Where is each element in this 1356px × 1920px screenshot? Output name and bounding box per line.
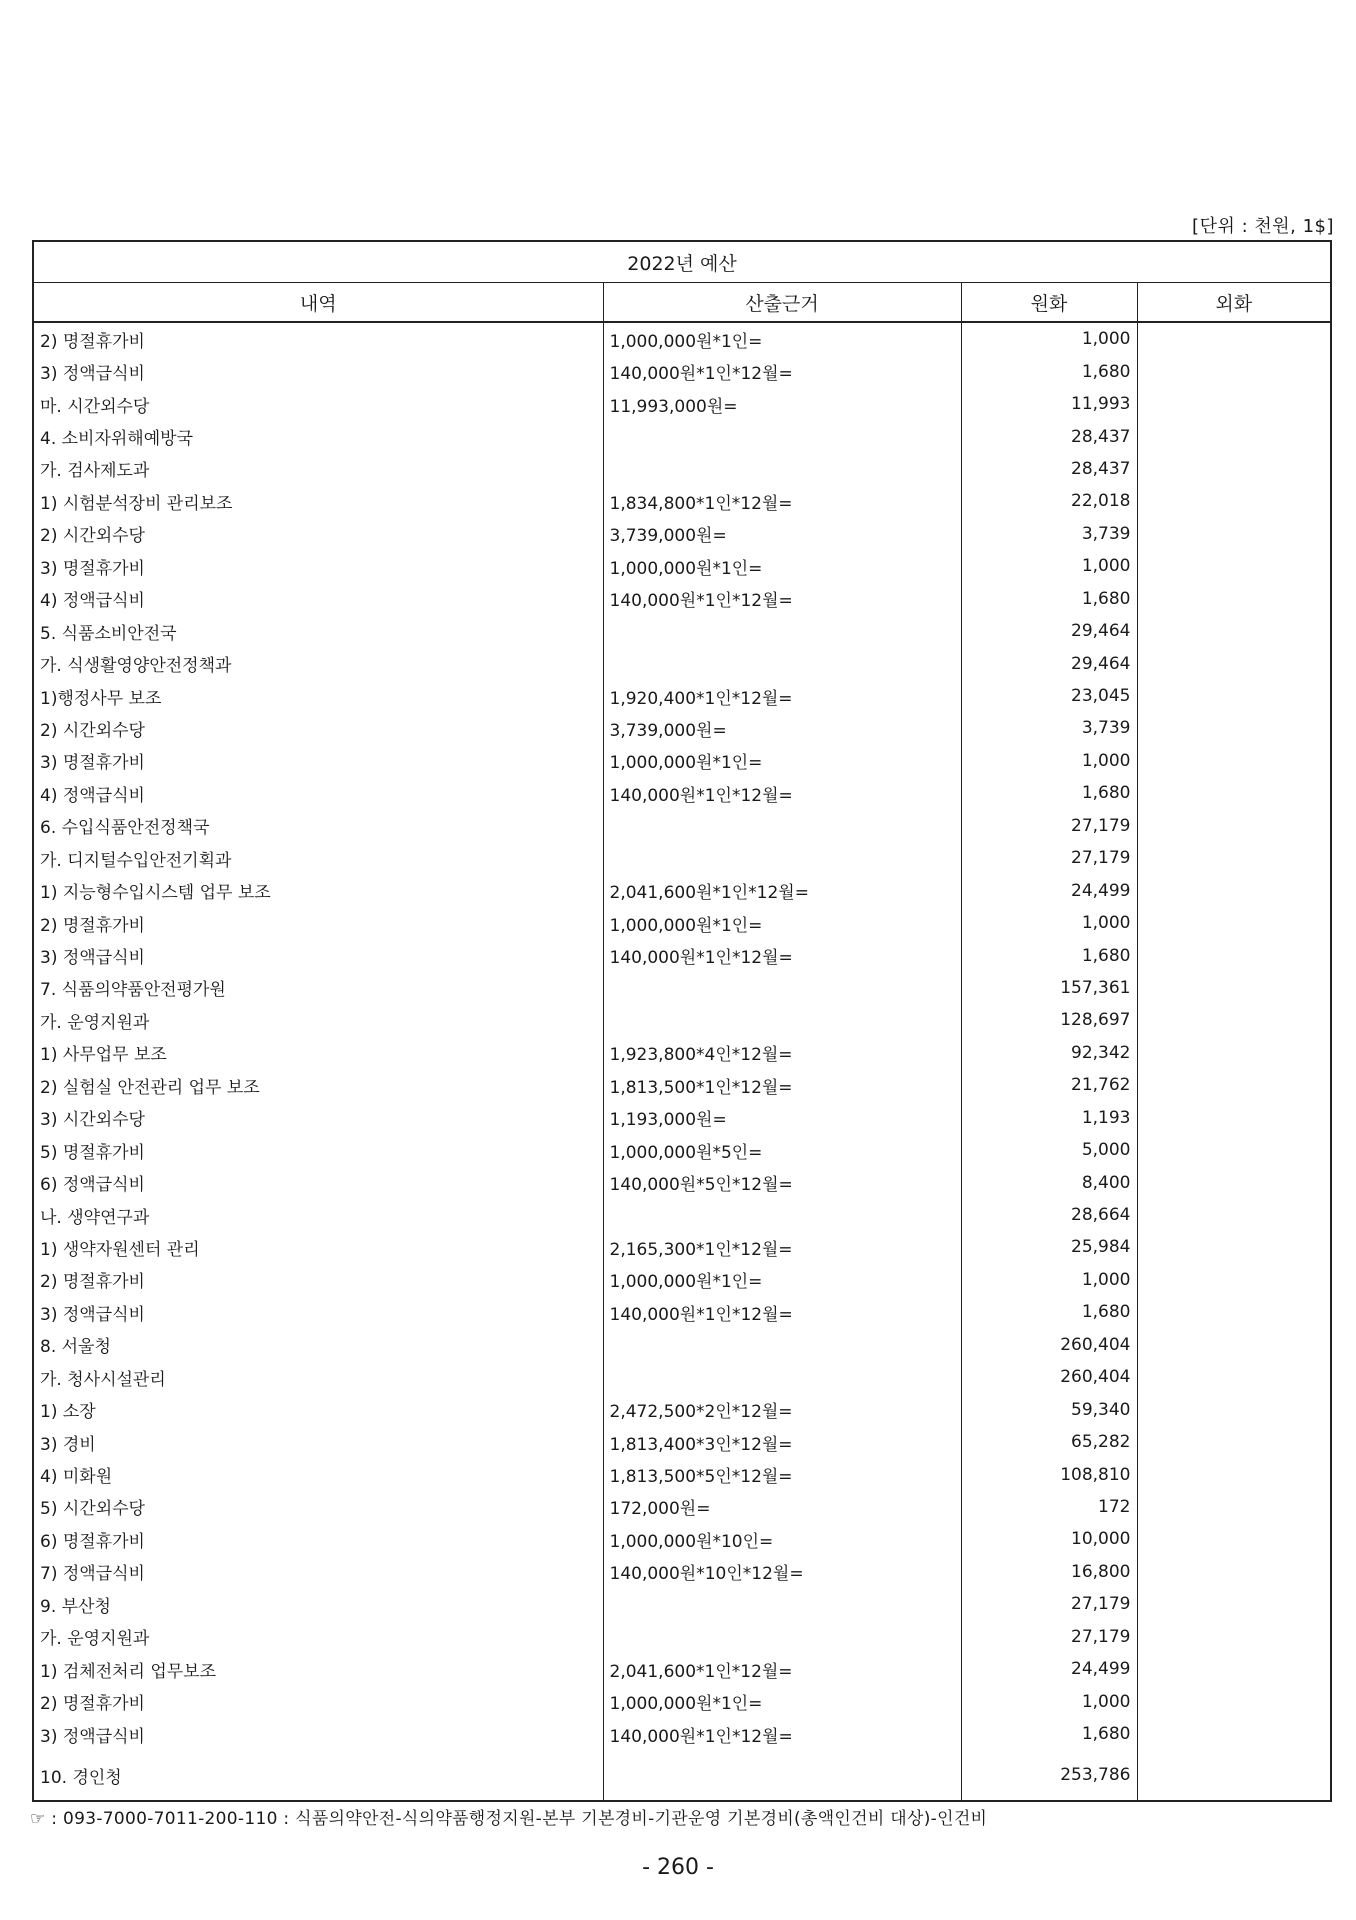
row-item: 1) 소장 [33,1393,603,1425]
row-krw: 29,464 [961,615,1137,647]
row-item: 2) 실험실 안전관리 업무 보조 [33,1069,603,1101]
row-krw: 172 [961,1491,1137,1523]
row-krw: 65,282 [961,1426,1137,1458]
row-item: 2) 명절휴가비 [33,1264,603,1296]
row-krw: 10,000 [961,1523,1137,1555]
row-basis: 1,000,000원*1인= [603,745,961,777]
table-row [33,388,1331,420]
row-basis: 140,000원*1인*12월= [603,1296,961,1328]
row-item: 1) 시험분석장비 관리보조 [33,485,603,517]
row-basis: 1,000,000원*1인= [603,1685,961,1717]
row-basis [603,647,961,679]
row-foreign [1137,583,1331,615]
row-foreign [1137,1199,1331,1231]
row-basis: 140,000원*1인*12월= [603,1718,961,1750]
row-item: 6. 수입식품안전정책국 [33,810,603,842]
row-basis [603,420,961,452]
row-krw: 3,739 [961,518,1137,550]
table-row [33,1329,1331,1361]
row-foreign [1137,1231,1331,1263]
row-basis: 1,000,000원*10인= [603,1523,961,1555]
row-basis: 140,000원*1인*12월= [603,939,961,971]
table-row [33,1004,1331,1036]
row-foreign [1137,1685,1331,1717]
row-krw: 22,018 [961,485,1137,517]
row-krw: 1,000 [961,745,1137,777]
row-basis: 3,739,000원= [603,712,961,744]
unit-label: [단위 : 천원, 1$] [1192,216,1334,237]
row-foreign [1137,485,1331,517]
row-item: 2) 시간외수당 [33,712,603,744]
row-krw: 29,464 [961,647,1137,679]
row-item: 10. 경인청 [33,1750,603,1801]
header-basis: 산출근거 [603,283,961,323]
row-item: 1) 지능형수입시스템 업무 보조 [33,874,603,906]
row-basis [603,1329,961,1361]
table-row [33,1491,1331,1523]
row-foreign [1137,712,1331,744]
row-foreign [1137,550,1331,582]
row-foreign [1137,1523,1331,1555]
row-basis: 1,193,000원= [603,1102,961,1134]
table-row [33,420,1331,452]
row-krw: 1,680 [961,1296,1137,1328]
row-krw: 24,499 [961,1653,1137,1685]
row-basis: 11,993,000원= [603,388,961,420]
row-item: 6) 정액급식비 [33,1166,603,1198]
row-foreign [1137,1004,1331,1036]
table-row [33,972,1331,1004]
row-krw: 59,340 [961,1393,1137,1425]
row-item: 4. 소비자위해예방국 [33,420,603,452]
row-foreign [1137,1556,1331,1588]
row-krw: 23,045 [961,680,1137,712]
table-row [33,550,1331,582]
row-item: 3) 명절휴가비 [33,550,603,582]
table-row [33,453,1331,485]
row-foreign [1137,1393,1331,1425]
row-krw: 8,400 [961,1166,1137,1198]
row-basis: 1,920,400*1인*12월= [603,680,961,712]
row-foreign [1137,810,1331,842]
table-row [33,939,1331,971]
row-basis: 140,000원*10인*12월= [603,1556,961,1588]
row-krw: 1,680 [961,1718,1137,1750]
row-basis: 1,923,800*4인*12월= [603,1037,961,1069]
table-row [33,1361,1331,1393]
row-item: 5) 명절휴가비 [33,1134,603,1166]
row-basis: 140,000원*1인*12월= [603,777,961,809]
row-item: 4) 정액급식비 [33,777,603,809]
table-row [33,583,1331,615]
table-row [33,518,1331,550]
row-krw: 1,680 [961,939,1137,971]
row-item: 가. 청사시설관리 [33,1361,603,1393]
row-item: 5. 식품소비안전국 [33,615,603,647]
row-foreign [1137,322,1331,355]
row-krw: 1,000 [961,1264,1137,1296]
table-row [33,647,1331,679]
row-basis [603,810,961,842]
row-foreign [1137,1069,1331,1101]
row-foreign [1137,1361,1331,1393]
row-krw: 260,404 [961,1361,1137,1393]
row-item: 가. 검사제도과 [33,453,603,485]
row-foreign [1137,777,1331,809]
table-row [33,1588,1331,1620]
row-basis: 172,000원= [603,1491,961,1523]
row-item: 1) 검체전처리 업무보조 [33,1653,603,1685]
table-row [33,1166,1331,1198]
row-item: 4) 미화원 [33,1458,603,1490]
row-krw: 1,000 [961,322,1137,355]
table-row [33,1718,1331,1750]
row-foreign [1137,745,1331,777]
row-item: 6) 명절휴가비 [33,1523,603,1555]
row-basis: 140,000원*1인*12월= [603,355,961,387]
row-basis [603,615,961,647]
row-krw: 108,810 [961,1458,1137,1490]
row-basis: 3,739,000원= [603,518,961,550]
header-item: 내역 [33,283,603,323]
row-krw: 1,680 [961,355,1137,387]
row-item: 3) 정액급식비 [33,939,603,971]
row-basis [603,453,961,485]
row-basis [603,1199,961,1231]
row-foreign [1137,1102,1331,1134]
table-row [33,1231,1331,1263]
row-item: 가. 식생활영양안전정책과 [33,647,603,679]
row-basis [603,1361,961,1393]
table-row [33,1750,1331,1801]
row-item: 가. 디지털수입안전기획과 [33,842,603,874]
row-foreign [1137,939,1331,971]
row-basis [603,1621,961,1653]
row-krw: 260,404 [961,1329,1137,1361]
row-item: 5) 시간외수당 [33,1491,603,1523]
table-row [33,712,1331,744]
row-krw: 27,179 [961,1621,1137,1653]
row-item: 2) 명절휴가비 [33,907,603,939]
row-krw: 28,437 [961,453,1137,485]
row-item: 3) 시간외수당 [33,1102,603,1134]
table-row [33,1621,1331,1653]
row-item: 2) 명절휴가비 [33,322,603,355]
table-row [33,1393,1331,1425]
row-item: 2) 명절휴가비 [33,1685,603,1717]
row-foreign [1137,1134,1331,1166]
table-row [33,1653,1331,1685]
row-foreign [1137,518,1331,550]
row-foreign [1137,615,1331,647]
row-foreign [1137,1296,1331,1328]
row-krw: 1,193 [961,1102,1137,1134]
row-basis [603,1004,961,1036]
row-basis: 1,813,500*1인*12월= [603,1069,961,1101]
table-row [33,1296,1331,1328]
row-krw: 21,762 [961,1069,1137,1101]
row-krw: 3,739 [961,712,1137,744]
row-foreign [1137,647,1331,679]
row-basis: 2,472,500*2인*12월= [603,1393,961,1425]
row-krw: 27,179 [961,842,1137,874]
table-title: 2022년 예산 [33,241,1331,283]
row-foreign [1137,420,1331,452]
row-foreign [1137,1491,1331,1523]
row-basis: 1,000,000원*1인= [603,1264,961,1296]
header-krw: 원화 [961,283,1137,323]
row-basis: 2,041,600*1인*12월= [603,1653,961,1685]
row-krw: 25,984 [961,1231,1137,1263]
table-row [33,1199,1331,1231]
table-row [33,907,1331,939]
table-body [33,322,1331,1801]
row-krw: 27,179 [961,1588,1137,1620]
row-item: 9. 부산청 [33,1588,603,1620]
row-item: 마. 시간외수당 [33,388,603,420]
row-basis [603,1588,961,1620]
row-krw: 128,697 [961,1004,1137,1036]
row-item: 2) 시간외수당 [33,518,603,550]
row-item: 1) 사무업무 보조 [33,1037,603,1069]
budget-table [32,240,1332,1802]
row-krw: 16,800 [961,1556,1137,1588]
row-basis: 1,813,400*3인*12월= [603,1426,961,1458]
header-foreign: 외화 [1137,283,1331,323]
row-krw: 1,000 [961,1685,1137,1717]
row-item: 가. 운영지원과 [33,1004,603,1036]
row-basis: 1,000,000원*1인= [603,907,961,939]
row-foreign [1137,1426,1331,1458]
row-krw: 1,680 [961,777,1137,809]
row-item: 나. 생약연구과 [33,1199,603,1231]
row-item: 8. 서울청 [33,1329,603,1361]
table-row [33,355,1331,387]
table-row [33,1134,1331,1166]
row-krw: 28,664 [961,1199,1137,1231]
row-krw: 92,342 [961,1037,1137,1069]
row-krw: 24,499 [961,874,1137,906]
table-row [33,615,1331,647]
row-basis: 2,041,600원*1인*12월= [603,874,961,906]
row-krw: 1,000 [961,907,1137,939]
row-krw: 253,786 [961,1750,1137,1801]
row-foreign [1137,453,1331,485]
row-item: 7) 정액급식비 [33,1556,603,1588]
table-row [33,680,1331,712]
row-foreign [1137,1166,1331,1198]
row-basis: 1,000,000원*1인= [603,550,961,582]
table-row [33,745,1331,777]
row-krw: 5,000 [961,1134,1137,1166]
row-krw: 1,000 [961,550,1137,582]
table-row [33,842,1331,874]
table-row [33,1069,1331,1101]
row-item: 가. 운영지원과 [33,1621,603,1653]
row-krw: 28,437 [961,420,1137,452]
table-row [33,1523,1331,1555]
row-basis [603,842,961,874]
row-foreign [1137,1621,1331,1653]
row-item: 3) 명절휴가비 [33,745,603,777]
table-row [33,874,1331,906]
row-foreign [1137,842,1331,874]
row-foreign [1137,1750,1331,1801]
row-foreign [1137,1458,1331,1490]
row-item: 1)행정사무 보조 [33,680,603,712]
row-krw: 1,680 [961,583,1137,615]
table-row [33,1037,1331,1069]
row-item: 3) 정액급식비 [33,1718,603,1750]
row-basis: 1,000,000원*5인= [603,1134,961,1166]
row-item: 4) 정액급식비 [33,583,603,615]
table-row [33,777,1331,809]
row-foreign [1137,1653,1331,1685]
row-foreign [1137,1329,1331,1361]
row-basis: 1,000,000원*1인= [603,322,961,355]
row-basis: 140,000원*5인*12월= [603,1166,961,1198]
row-item: 3) 경비 [33,1426,603,1458]
row-krw: 27,179 [961,810,1137,842]
row-basis: 1,813,500*5인*12월= [603,1458,961,1490]
row-foreign [1137,874,1331,906]
table-row [33,1685,1331,1717]
row-basis: 2,165,300*1인*12월= [603,1231,961,1263]
table-row [33,1458,1331,1490]
row-basis: 140,000원*1인*12월= [603,583,961,615]
table-row [33,1102,1331,1134]
table-row [33,1426,1331,1458]
row-foreign [1137,1264,1331,1296]
table-row [33,810,1331,842]
row-item: 3) 정액급식비 [33,355,603,387]
row-basis: 1,834,800*1인*12월= [603,485,961,517]
row-basis [603,1750,961,1801]
row-item: 7. 식품의약품안전평가원 [33,972,603,1004]
table-row [33,1264,1331,1296]
table-row [33,485,1331,517]
row-item: 3) 정액급식비 [33,1296,603,1328]
row-krw: 157,361 [961,972,1137,1004]
row-foreign [1137,355,1331,387]
table-row [33,1556,1331,1588]
table-row [33,322,1331,355]
row-krw: 11,993 [961,388,1137,420]
row-basis [603,972,961,1004]
row-item: 1) 생약자원센터 관리 [33,1231,603,1263]
page-number: - 260 - [642,1855,714,1880]
row-foreign [1137,1718,1331,1750]
row-foreign [1137,907,1331,939]
row-foreign [1137,972,1331,1004]
row-foreign [1137,388,1331,420]
row-foreign [1137,1037,1331,1069]
row-foreign [1137,1588,1331,1620]
footnote: ☞ : 093-7000-7011-200-110 : 식품의약안전-식의약품행정지원-본부 기본경비-기관운영 기본경비(총액인건비 대상)-인건비 [30,1809,988,1829]
row-foreign [1137,680,1331,712]
